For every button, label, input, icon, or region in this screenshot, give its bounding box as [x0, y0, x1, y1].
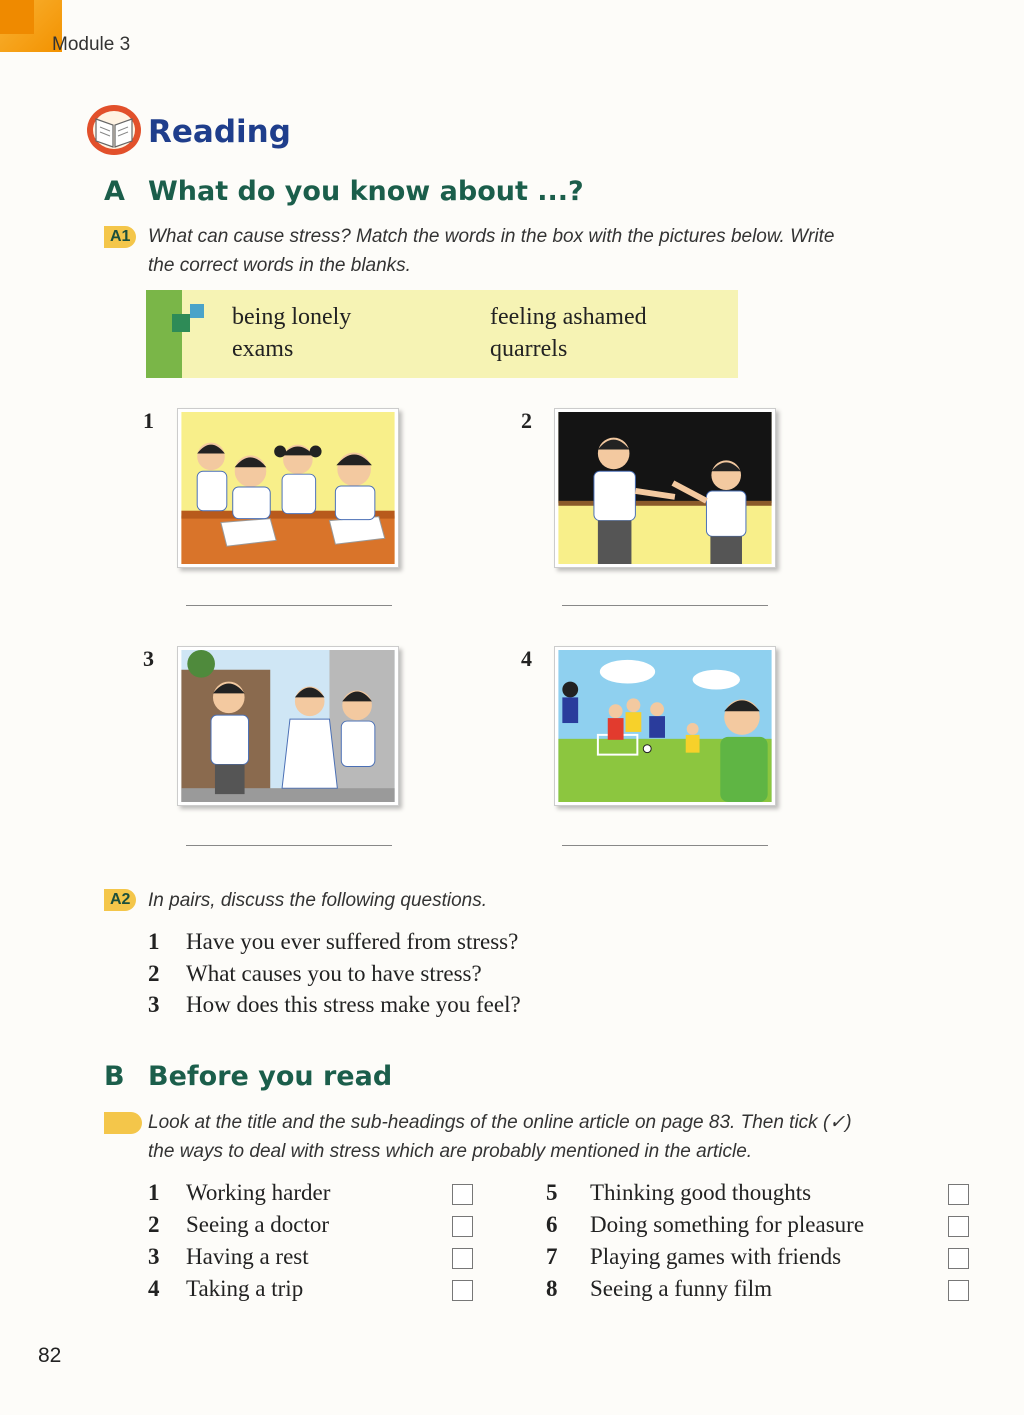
answer-line-4 — [562, 845, 768, 846]
checkbox-thinking-good-thoughts[interactable] — [948, 1184, 969, 1205]
b-item-number: 2 — [148, 1212, 160, 1237]
word-being-lonely: being lonely — [232, 304, 352, 330]
a1-instruction-line1: What can cause stress? Match the words in the box with the pictures below. Write — [148, 226, 835, 247]
picture-2-number: 2 — [521, 408, 532, 433]
picture-2-quarrel — [554, 408, 776, 568]
word-box — [146, 290, 738, 378]
section-b-title: Before you read — [148, 1061, 393, 1092]
checkbox-working-harder[interactable] — [452, 1184, 473, 1205]
a2-question-number: 3 — [148, 992, 160, 1017]
section-b-badge — [104, 1112, 142, 1134]
picture-4-number: 4 — [521, 646, 532, 671]
picture-1-exam — [177, 408, 399, 568]
section-b-instruction-line1: Look at the title and the sub-headings of the online article on page 83. Then tick (✓) — [148, 1112, 852, 1133]
b-item-number: 3 — [148, 1244, 160, 1269]
corner-tab-accent — [0, 0, 34, 34]
b-item-text: Doing something for pleasure — [590, 1212, 865, 1237]
b-item-number: 4 — [148, 1276, 160, 1301]
quarrel-illustration — [558, 412, 772, 564]
word-box-square-small — [190, 304, 204, 318]
football-illustration — [558, 650, 772, 802]
a2-question-number: 2 — [148, 961, 160, 986]
word-feeling-ashamed: feeling ashamed — [490, 304, 647, 330]
word-box-square — [172, 314, 190, 332]
page-number: 82 — [38, 1344, 62, 1367]
answer-line-3 — [186, 845, 392, 846]
section-a-letter: A — [104, 176, 125, 207]
a2-question-text: What causes you to have stress? — [186, 961, 482, 986]
a2-question-text: Have you ever suffered from stress? — [186, 929, 519, 954]
b-item-number: 1 — [148, 1180, 160, 1205]
checkbox-seeing-a-doctor[interactable] — [452, 1216, 473, 1237]
picture-1-number: 1 — [143, 408, 154, 433]
teasing-illustration — [181, 650, 395, 802]
picture-4-football — [554, 646, 776, 806]
b-item-text: Playing games with friends — [590, 1244, 842, 1269]
a1-instruction-line2: the correct words in the blanks. — [148, 255, 411, 276]
answer-line-2 — [562, 605, 768, 606]
b-item-number: 5 — [546, 1180, 558, 1205]
section-b-letter: B — [104, 1061, 125, 1092]
a2-badge: A2 — [104, 889, 136, 911]
b-item-number: 8 — [546, 1276, 558, 1301]
word-quarrels: quarrels — [490, 336, 568, 362]
b-item-text: Having a rest — [186, 1244, 309, 1269]
b-item-text: Seeing a funny film — [590, 1276, 773, 1301]
checkbox-playing-games-with-friends[interactable] — [948, 1248, 969, 1269]
b-item-text: Thinking good thoughts — [590, 1180, 812, 1205]
section-a-title: What do you know about ...? — [148, 176, 584, 207]
checkbox-seeing-a-funny-film[interactable] — [948, 1280, 969, 1301]
word-box-strip — [146, 290, 182, 378]
a1-badge: A1 — [104, 226, 136, 248]
word-exams: exams — [232, 336, 294, 362]
module-label: Module 3 — [52, 34, 131, 55]
answer-line-1 — [186, 605, 392, 606]
section-b-instruction-line2: the ways to deal with stress which are probably mentioned in the article. — [148, 1141, 753, 1162]
b-item-number: 6 — [546, 1212, 558, 1237]
b-item-number: 7 — [546, 1244, 558, 1269]
a2-question-text: How does this stress make you feel? — [186, 992, 521, 1017]
b-item-text: Working harder — [186, 1180, 331, 1205]
exam-illustration — [181, 412, 395, 564]
open-book-icon — [86, 103, 142, 157]
picture-3-teased — [177, 646, 399, 806]
b-item-text: Taking a trip — [186, 1276, 304, 1301]
checkbox-taking-a-trip[interactable] — [452, 1280, 473, 1301]
reading-title: Reading — [148, 114, 291, 150]
a2-question-number: 1 — [148, 929, 160, 954]
checkbox-doing-something-for-pleasure[interactable] — [948, 1216, 969, 1237]
checkbox-having-a-rest[interactable] — [452, 1248, 473, 1269]
picture-3-number: 3 — [143, 646, 154, 671]
b-item-text: Seeing a doctor — [186, 1212, 330, 1237]
a2-instruction: In pairs, discuss the following questions. — [148, 890, 488, 911]
